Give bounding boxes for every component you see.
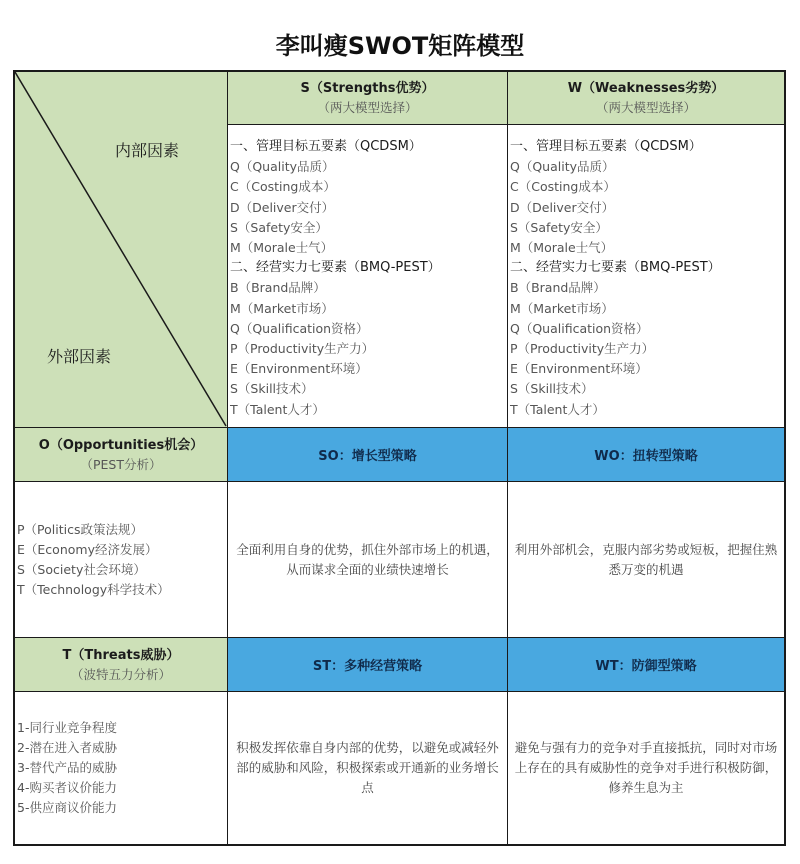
list-item: 一、管理目标五要素（QCDSM） <box>230 139 422 154</box>
wo-strategy-title: WO：扭转型策略 <box>594 449 698 464</box>
threats-header <box>15 638 228 692</box>
external-factors-label: 外部因素 <box>47 347 112 366</box>
corner-cell <box>15 72 228 428</box>
list-item: P（Productivity生产力） <box>230 341 375 357</box>
list-item: M（Morale士气） <box>230 240 334 256</box>
list-item: C（Costing成本） <box>510 179 616 195</box>
strengths-header <box>228 72 508 125</box>
st-strategy-header <box>228 638 508 692</box>
so-strategy-title: SO：增长型策略 <box>318 449 417 464</box>
list-item: S（Safety安全） <box>510 219 608 235</box>
list-item: 一、管理目标五要素（QCDSM） <box>510 139 702 154</box>
list-item: S（Society社会环境） <box>17 561 146 577</box>
list-item: D（Deliver交付） <box>230 199 335 215</box>
list-item: B（Brand品牌） <box>510 280 606 296</box>
list-item: E（Economy经济发展） <box>17 541 158 557</box>
list-item: Q（Qualification资格） <box>230 320 369 336</box>
list-item: Q（Quality品质） <box>510 159 615 175</box>
wo-strategy-body <box>508 482 784 638</box>
so-strategy-header <box>228 428 508 482</box>
list-item: E（Environment环境） <box>510 361 648 377</box>
opportunities-title: O（Opportunities机会） <box>38 437 204 453</box>
wt-strategy-title: WT：防御型策略 <box>595 659 697 674</box>
list-item: P（Politics政策法规） <box>17 521 143 537</box>
list-item: Q（Qualification资格） <box>510 320 649 336</box>
list-item: S（Safety安全） <box>230 219 328 235</box>
list-item: M（Market市场） <box>510 300 614 316</box>
list-item: T（Talent人才） <box>230 401 325 417</box>
list-item: S（Skill技术） <box>230 381 314 397</box>
st-strategy-title: ST：多种经营策略 <box>312 659 423 674</box>
list-item: Q（Quality品质） <box>230 159 335 175</box>
opportunities-list <box>15 482 228 638</box>
opportunities-subtitle: （PEST分析） <box>80 456 162 472</box>
list-item: C（Costing成本） <box>230 179 336 195</box>
threats-title: T（Threats威胁） <box>62 647 180 663</box>
wt-strategy-header <box>508 638 784 692</box>
wo-strategy-header <box>508 428 784 482</box>
wt-strategy-text: 避免与强有力的竞争对手直接抵抗，同时对市场上存在的具有威胁性的竞争对手进行积极防御，修养生息为主 <box>514 740 778 795</box>
internal-factors-label: 内部因素 <box>115 141 180 160</box>
list-item: T（Technology科学技术） <box>17 581 170 597</box>
weaknesses-subtitle: （两大模型选择） <box>595 100 696 115</box>
list-item: P（Productivity生产力） <box>510 341 655 357</box>
wt-strategy-body <box>508 692 784 844</box>
list-item: B（Brand品牌） <box>230 280 326 296</box>
list-item: T（Talent人才） <box>510 401 605 417</box>
st-strategy-text: 积极发挥依靠自身内部的优势，以避免或减轻外部的威胁和风险，积极探索或开通新的业务增长点 <box>236 740 499 795</box>
list-item: 二、经营实力七要素（BMQ-PEST） <box>230 260 441 276</box>
list-item: 4-购买者议价能力 <box>17 780 117 795</box>
diagonal-divider <box>15 72 228 428</box>
list-item: 3-替代产品的威胁 <box>17 760 117 775</box>
weaknesses-list <box>508 125 784 428</box>
weaknesses-header <box>508 72 784 125</box>
strengths-subtitle: （两大模型选择） <box>317 100 418 115</box>
opportunities-header <box>15 428 228 482</box>
list-item: S（Skill技术） <box>510 381 594 397</box>
so-strategy-text: 全面利用自身的优势，抓住外部市场上的机遇，从而谋求全面的业绩快速增长 <box>236 541 499 577</box>
so-strategy-body <box>228 482 508 638</box>
list-item: 5-供应商议价能力 <box>17 800 117 815</box>
threats-list <box>15 692 228 844</box>
strengths-title: S（Strengths优势） <box>300 81 435 96</box>
list-item: M（Morale士气） <box>510 240 614 256</box>
list-item: M（Market市场） <box>230 300 334 316</box>
list-item: E（Environment环境） <box>230 361 368 377</box>
swot-matrix <box>13 70 786 846</box>
page-title: 李叫瘦SWOT矩阵模型 <box>275 32 525 60</box>
st-strategy-body <box>228 692 508 844</box>
weaknesses-title: W（Weaknesses劣势） <box>567 81 725 96</box>
threats-subtitle: （波特五力分析） <box>70 666 171 682</box>
list-item: 1-同行业竞争程度 <box>17 720 117 735</box>
list-item: 二、经营实力七要素（BMQ-PEST） <box>510 260 721 276</box>
strengths-list <box>228 125 508 428</box>
list-item: 2-潜在进入者威胁 <box>17 740 117 755</box>
wo-strategy-text: 利用外部机会，克服内部劣势或短板，把握住熟悉万变的机遇 <box>514 541 778 577</box>
list-item: D（Deliver交付） <box>510 199 615 215</box>
